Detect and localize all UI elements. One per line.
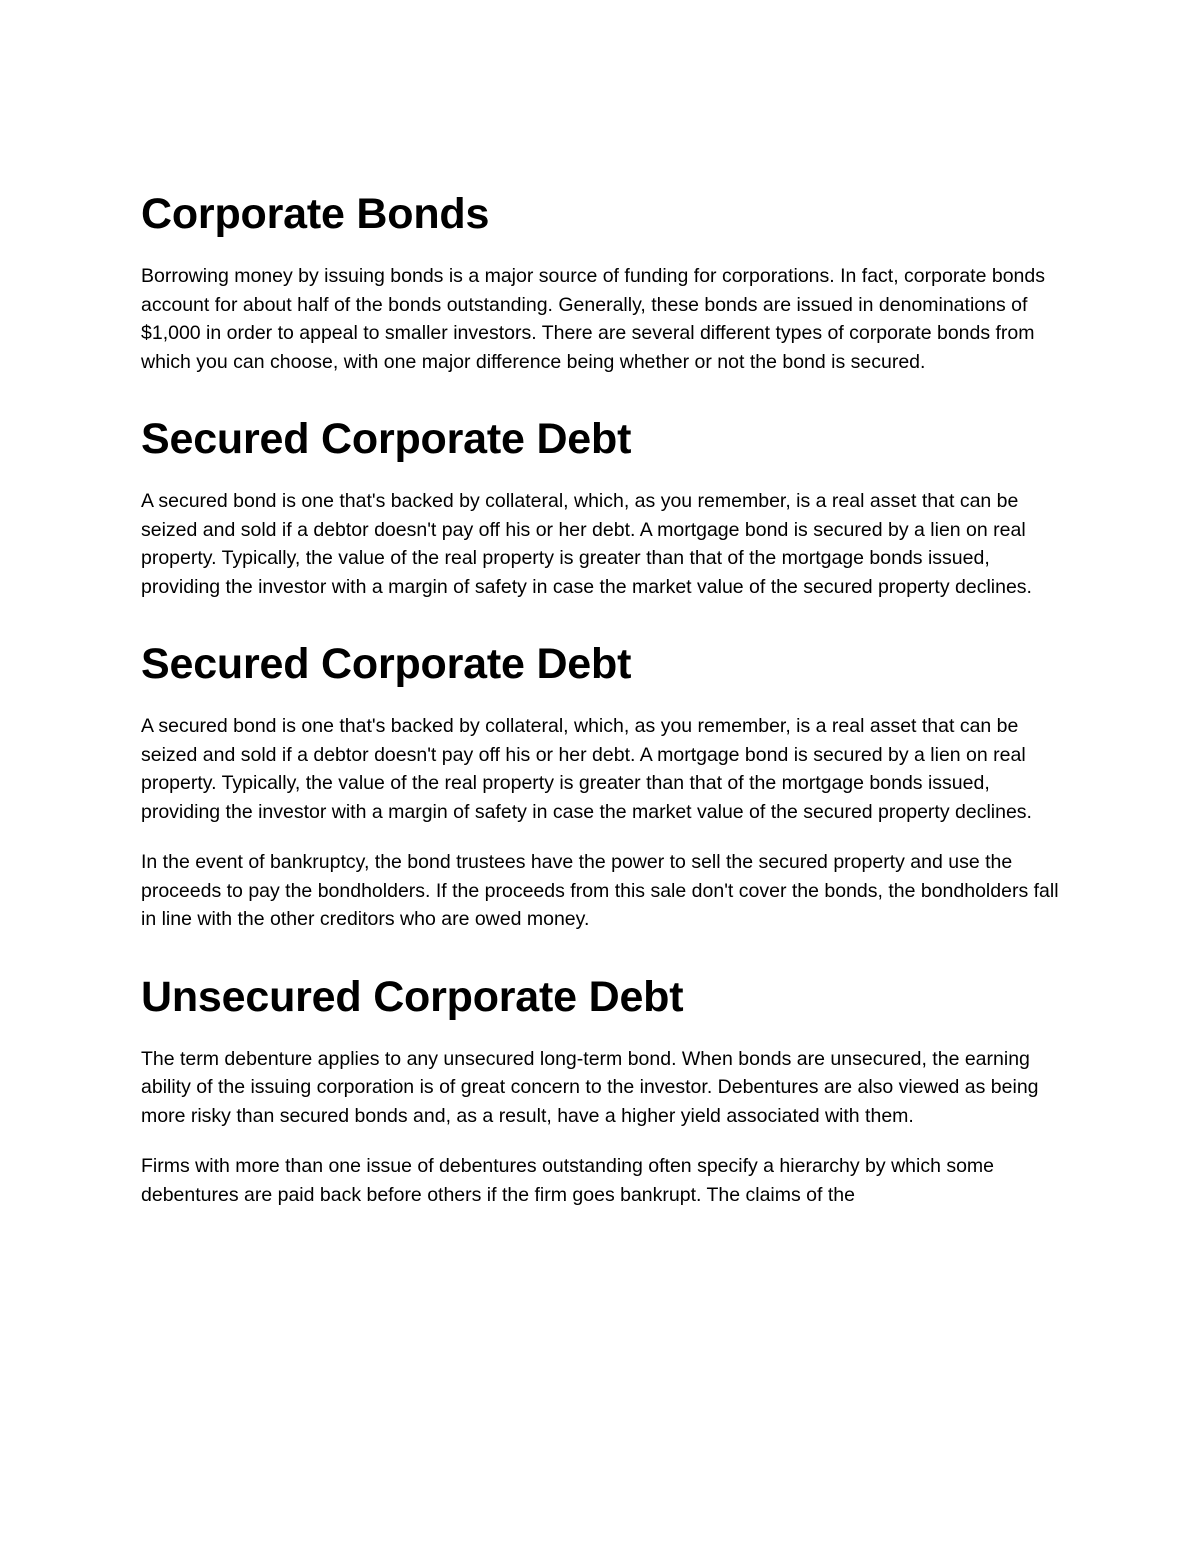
section-paragraph: A secured bond is one that's backed by collateral, which, as you remember, is a real asset that can be seized and sold if a debtor doesn't pay off his or her debt. A mortgage bond is secured by a lien on real property. Typically, the value of the real property is greater than that of the mortgage bonds issued, providing the investor with a margin of safety in case the market value of the secured property declines. bbox=[141, 490, 1032, 598]
section-paragraph: In the event of bankruptcy, the bond trustees have the power to sell the secured property and use the proceeds to pay the bondholders. If the proceeds from this sale don't cover the bonds, the bondholders fall in line with the other creditors who are owed money. bbox=[141, 851, 1059, 930]
section-paragraph: A secured bond is one that's backed by collateral, which, as you remember, is a real asset that can be seized and sold if a debtor doesn't pay off his or her debt. A mortgage bond is secured by a lien on real property. Typically, the value of the real property is greater than that of the mortgage bonds issued, providing the investor with a margin of safety in case the market value of the secured property declines. bbox=[141, 715, 1032, 823]
section-heading: Unsecured Corporate Debt bbox=[141, 972, 684, 1021]
intro-paragraph: Borrowing money by issuing bonds is a major source of funding for corporations. In fact, corporate bonds account for about half of the bonds outstanding. Generally, these bonds are issued in denominations of $1,000 in order to appeal to smaller investors. There are several different types of corporate bonds from which you can choose, with one major difference being whether or not the bond is secured. bbox=[141, 265, 1045, 373]
section-paragraph: The term debenture applies to any unsecured long-term bond. When bonds are unsecured, the earning ability of the issuing corporation is of great concern to the investor. Debentures are also viewed as being more risky than secured bonds and, as a result, have a higher yield associated with them. bbox=[141, 1047, 1039, 1127]
section-heading: Secured Corporate Debt bbox=[141, 640, 632, 688]
section-paragraph: Firms with more than one issue of debentures outstanding often specify a hierarchy by which some debentures are paid back before others if the firm goes bankrupt. The claims of the bbox=[141, 1155, 995, 1206]
section-heading: Secured Corporate Debt bbox=[141, 415, 632, 463]
document-content bbox=[141, 186, 1061, 1209]
page-title: Corporate Bonds bbox=[141, 190, 490, 238]
